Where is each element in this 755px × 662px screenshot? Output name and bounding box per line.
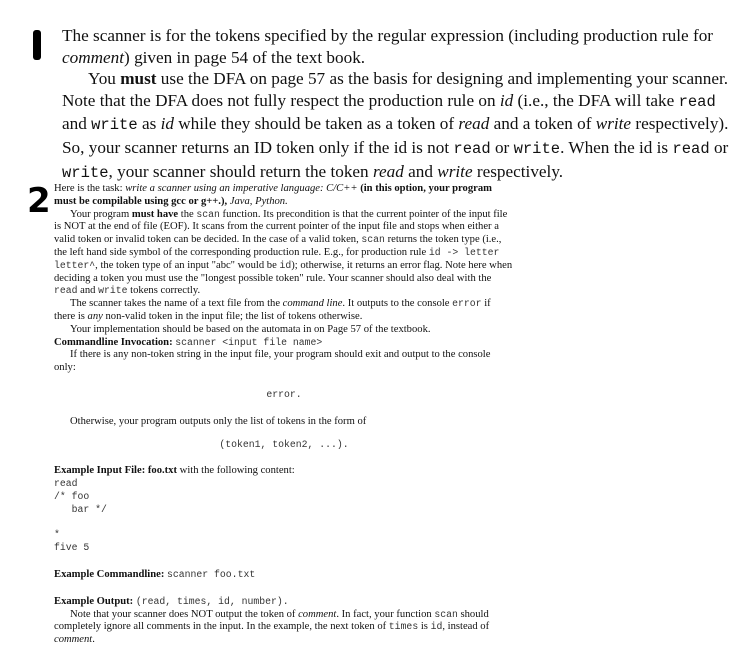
example-commandline: Example Commandline: scanner foo.txt <box>54 568 256 580</box>
error-instruction: If there is any non-token string in the input file, your program should exit and output to the console only: <box>54 349 491 374</box>
file-line: five 5 <box>54 542 90 554</box>
section-2-marker: 2 <box>27 181 51 221</box>
example-input-heading: Example Input File: foo.txt with the following content: <box>54 465 295 477</box>
task-statement: Here is the task: write a scanner using an imperative language: C/C++ (in this option, your program must be compilable using gcc or g++.), Java, Python. <box>54 183 492 207</box>
file-line: /* foo <box>54 490 90 502</box>
error-output: error. <box>266 388 302 400</box>
scan-function-paragraph: Your program must have the scan function. Its precondition is that the current pointer of the input file is NOT at the end of file (EOF). It scans from the current pointer of the input file and stops when either a valid token or invalid token can be decided. In the case of a valid token, scan returns the token type (i.e., the left hand side symbol of the corresponding production rule. E.g., for production rule id -> letter letter^, the token type of an input "abc" would be id); otherwise, it returns an error flag. Note here when deciding a token you must use the "longest possible token" rule. Your scanner should also deal with the read and write tokens correctly. <box>54 208 513 297</box>
comment-note: Note that your scanner does NOT output the token of comment. In fact, your function scan should completely ignore all comments in the input. In the example, the next token of times is id, instead of comment. <box>54 608 490 646</box>
example-output: Example Output: (read, times, id, number). <box>54 595 289 607</box>
tokens-instruction: Otherwise, your program outputs only the list of tokens in the form of <box>70 415 367 427</box>
section-2 <box>54 183 514 647</box>
file-line: bar */ <box>54 503 107 515</box>
tokens-output: (token1, token2, ...). <box>219 438 349 450</box>
section-1-marker <box>33 30 41 60</box>
section-1-paragraph-2: You must use the DFA on page 57 as the basis for designing and implementing your scanner. Note that the DFA does not fully respect the production rule on id (i.e., the DFA will take read and write as id while they should be taken as a token of read and a token of write respectively). So, your scanner returns an ID token only if the id is not read or write. When the id is read or write, your scanner should return the token read and write respectively. <box>62 69 729 182</box>
file-line: read <box>54 478 78 490</box>
example-file-content <box>54 478 514 555</box>
implementation-note: Your implementation should be based on the automata in on Page 57 of the textbook. <box>70 323 431 335</box>
file-line: * <box>54 529 60 541</box>
command-line-paragraph: The scanner takes the name of a text file from the command line. It outputs to the console error if there is any non-valid token in the input file; the list of tokens otherwise. <box>54 298 491 322</box>
section-1-paragraph-1: The scanner is for the tokens specified by the regular expression (including production rule for comment) given in page 54 of the text book. <box>62 26 714 67</box>
commandline-invocation: Commandline Invocation: scanner <input file name> <box>54 336 323 348</box>
section-1 <box>62 25 742 184</box>
